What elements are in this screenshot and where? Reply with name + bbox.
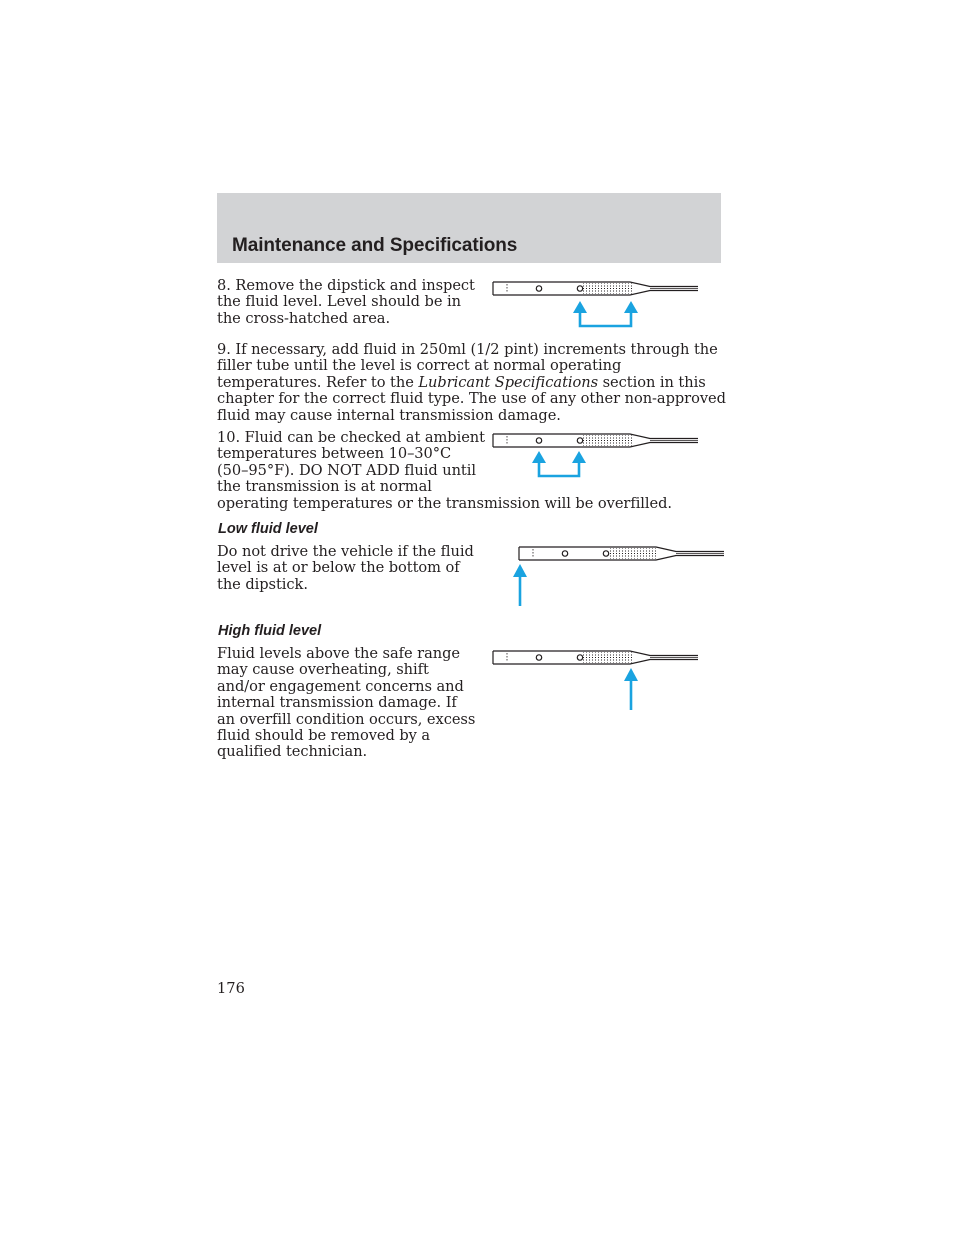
dipstick-figure-normal-range	[490, 278, 702, 330]
arrow-high-marker	[624, 668, 638, 710]
step-9-text	[217, 342, 727, 424]
dipstick-figure-ambient-range	[490, 430, 702, 480]
lubricant-specifications-reference: Lubricant Specifications	[418, 373, 599, 391]
step-8-text: 8. Remove the dipstick and inspect the fluid level. Level should be in the cross-hatched area.	[217, 277, 475, 327]
section-title: Maintenance and Specifications	[232, 235, 518, 256]
high-fluid-heading: High fluid level	[218, 623, 322, 639]
step-10-line: (50–95°F). DO NOT ADD fluid until	[217, 461, 476, 479]
step-10-line: the transmission is at normal	[217, 478, 432, 496]
arrow-range-marker	[573, 301, 638, 326]
step-10-line: operating temperatures or the transmission will be overfilled.	[217, 494, 673, 512]
low-fluid-heading: Low fluid level	[218, 521, 318, 537]
dipstick-figure-low-level	[514, 543, 726, 609]
low-fluid-text: Do not drive the vehicle if the fluid level is at or below the bottom of the dipstick.	[217, 543, 474, 593]
step-10-line: 10. Fluid can be checked at ambient	[217, 429, 485, 446]
dipstick-icon	[493, 651, 698, 664]
page-number: 176	[217, 980, 245, 997]
dipstick-figure-high-level	[490, 647, 702, 713]
arrow-range-marker	[532, 451, 586, 476]
dipstick-icon	[519, 547, 724, 560]
dipstick-icon	[493, 434, 698, 447]
step-10-line: temperatures between 10–30°C	[217, 445, 452, 463]
step-9-text-before: 9. If necessary, add fluid in 250ml (1/2 pint) increments through the filler tube until the level is correct at normal operating temperatures. Refer to the	[217, 341, 718, 391]
section-header	[217, 193, 721, 263]
step-9-text-after: section in this chapter for the correct fluid type. The use of any other non-approved fluid may cause internal transmission damage.	[217, 373, 726, 424]
high-fluid-text: Fluid levels above the safe range may cause overheating, shift and/or engagement concerns and internal transmission damage. If an overfill condition occurs, excess fluid should be removed by a qualified technician.	[217, 645, 476, 761]
dipstick-icon	[493, 282, 698, 295]
arrow-low-marker	[513, 564, 527, 606]
